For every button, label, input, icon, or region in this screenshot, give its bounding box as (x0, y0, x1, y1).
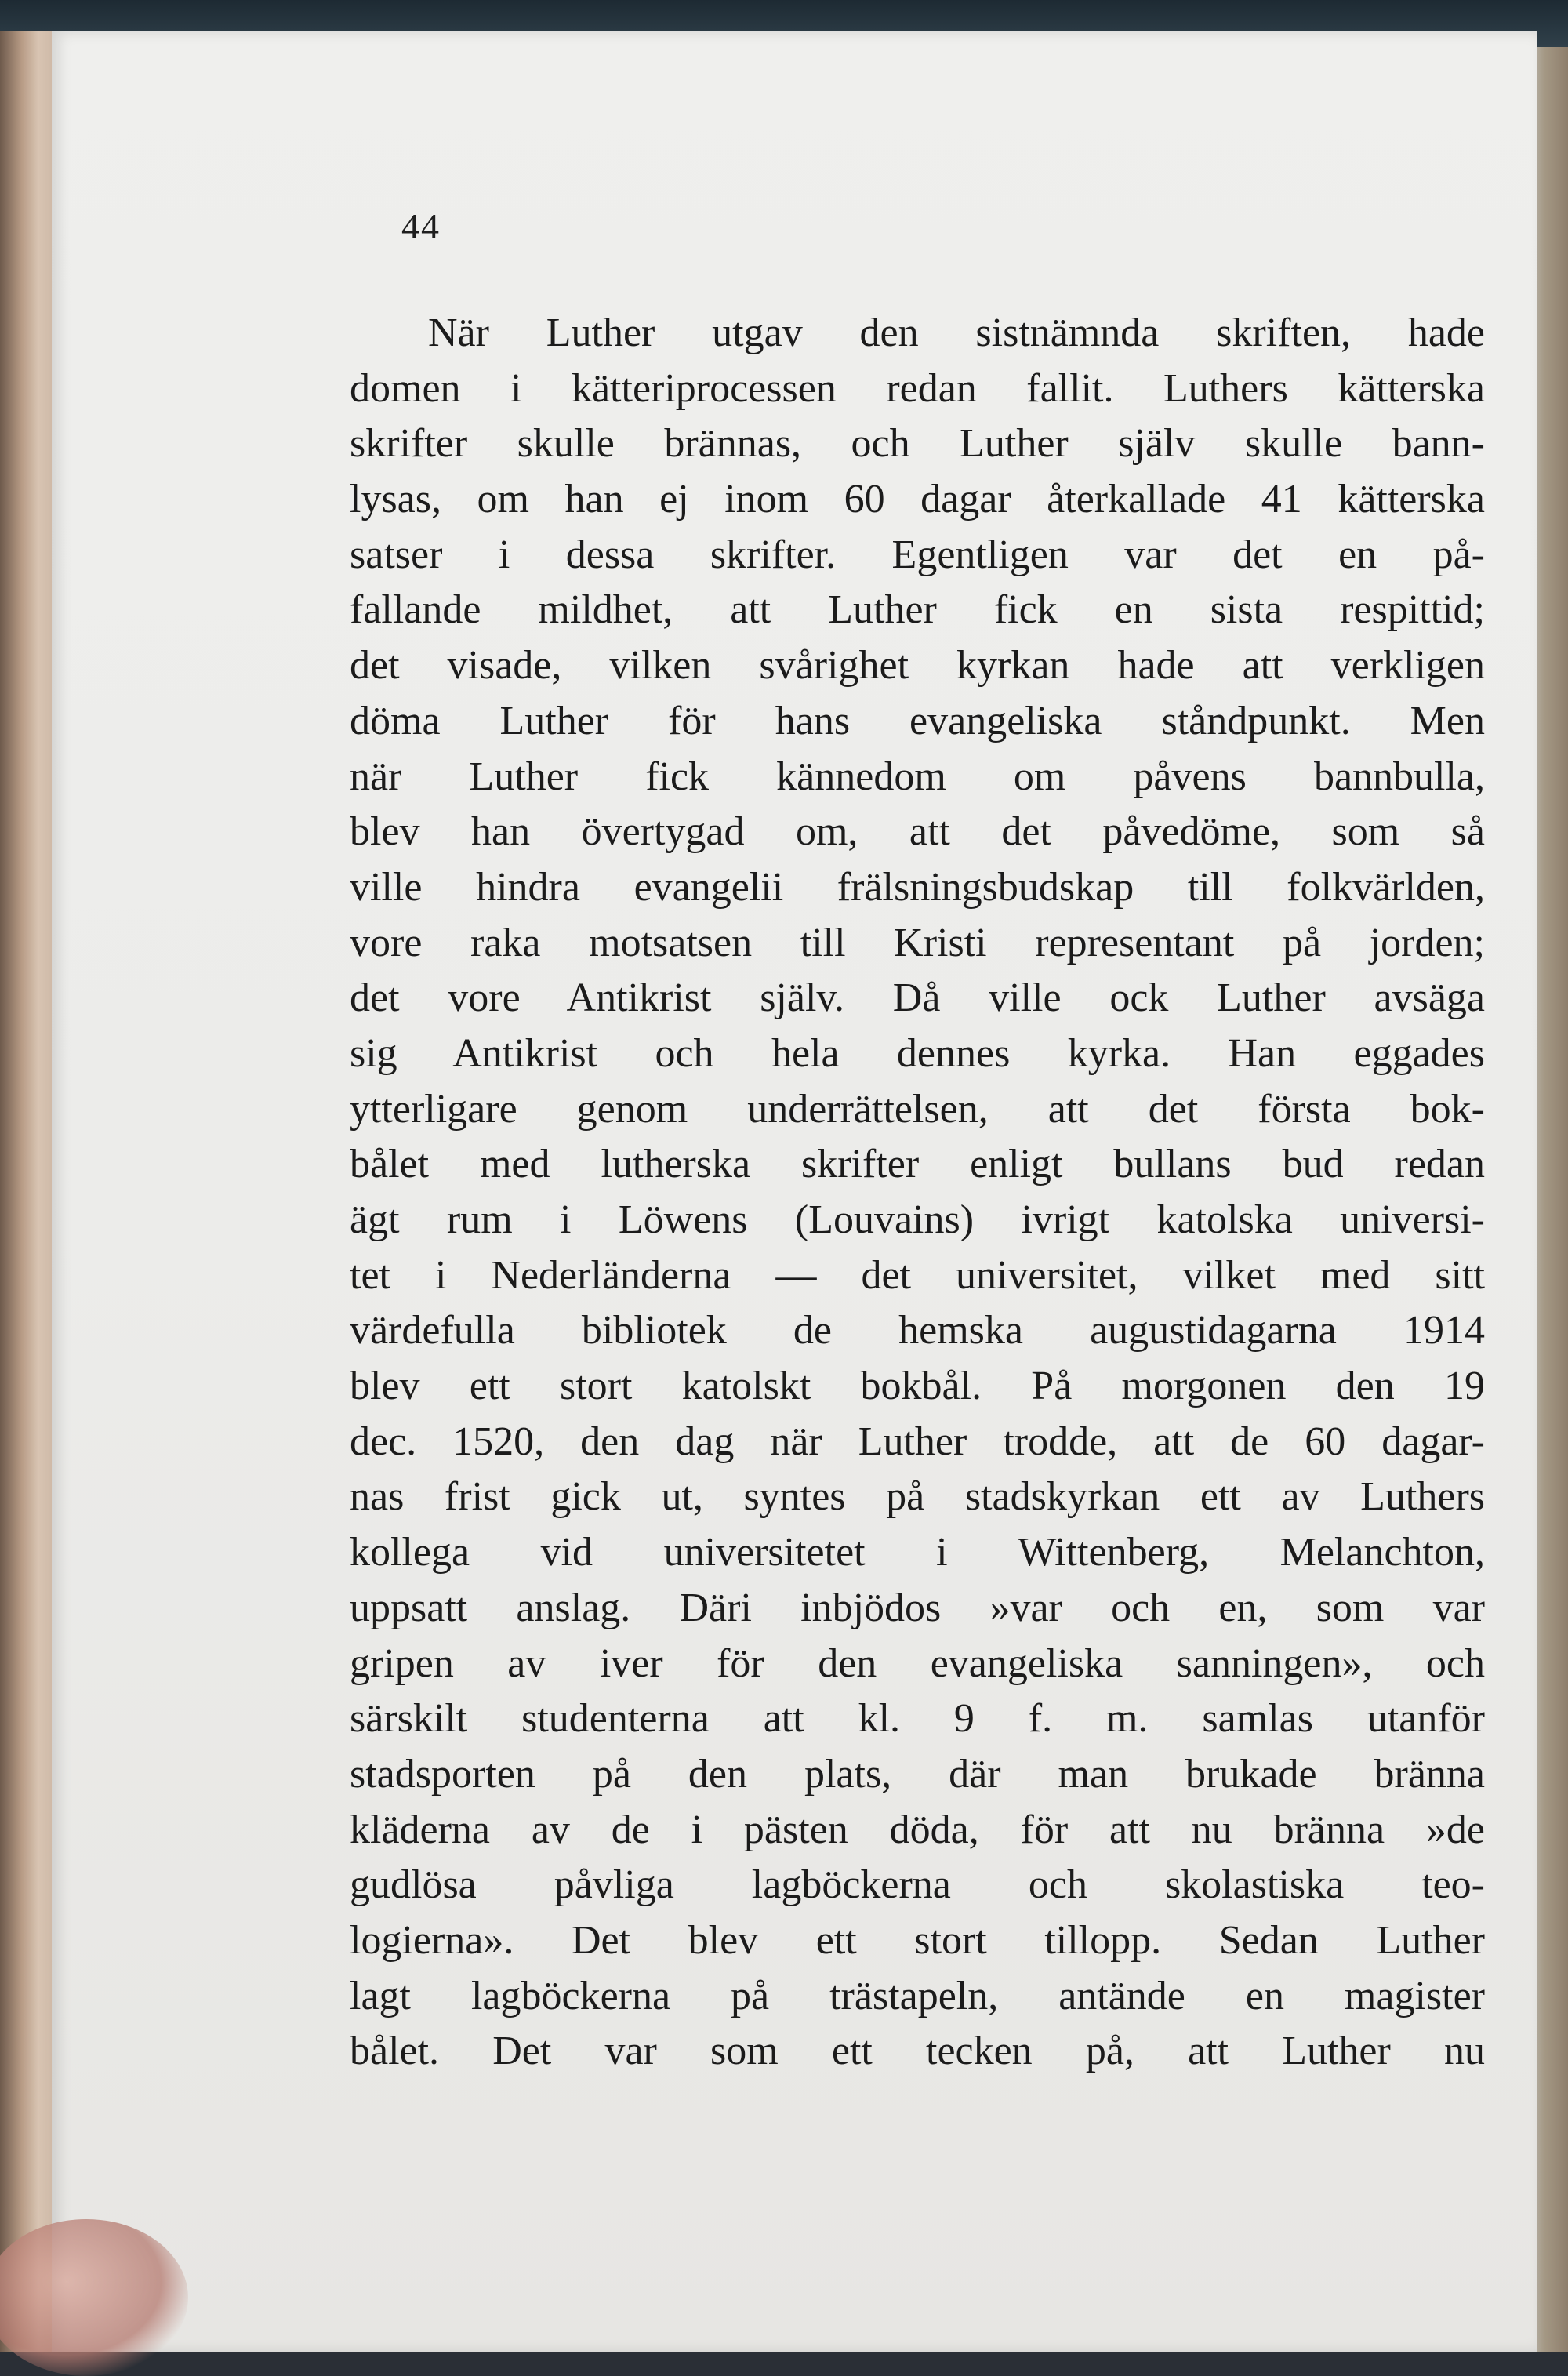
text-line: när Luther fick kännedom om påvens bannbulla, (350, 754, 1485, 799)
text-line: gripen av iver för den evangeliska sanningen», och (350, 1640, 1485, 1686)
book-page (52, 31, 1537, 2352)
text-line: det visade, vilken svårighet kyrkan hade att verkligen (350, 643, 1485, 688)
text-line: ägt rum i Löwens (Louvains) ivrigt katolska universi- (350, 1197, 1485, 1242)
text-line: kläderna av de i pästen döda, för att nu bränna »de (350, 1807, 1485, 1852)
text-line: bålet med lutherska skrifter enligt bullans bud redan (350, 1142, 1485, 1187)
text-line: kollega vid universitetet i Wittenberg, Melanchton, (350, 1530, 1485, 1575)
text-line: lagt lagböckerna på trästapeln, antände en magister (350, 1973, 1485, 2018)
text-line: värdefulla bibliotek de hemska augustidagarna 1914 (350, 1308, 1485, 1353)
text-line: uppsatt anslag. Däri inbjödos »var och en, som var (350, 1585, 1485, 1630)
text-line: ytterligare genom underrättelsen, att det första bok- (350, 1086, 1485, 1132)
text-line: domen i kätteriprocessen redan fallit. Luthers kätterska (350, 365, 1485, 411)
text-line: tet i Nederländerna — det universitet, vilket med sitt (350, 1252, 1485, 1298)
book-page-edges-left (0, 31, 55, 2352)
thumb-in-frame (0, 2219, 188, 2376)
page-number: 44 (401, 206, 441, 246)
text-line: sig Antikrist och hela dennes kyrka. Han eggades (350, 1030, 1485, 1076)
text-line: gudlösa påvliga lagböckerna och skolastiska teo- (350, 1862, 1485, 1908)
text-line: blev ett stort katolskt bokbål. På morgonen den 19 (350, 1364, 1485, 1409)
text-line: stadsporten på den plats, där man brukade bränna (350, 1751, 1485, 1797)
text-line: särskilt studenterna att kl. 9 f. m. samlas utanför (350, 1696, 1485, 1742)
text-line: fallande mildhet, att Luther fick en sista respittid; (350, 587, 1485, 633)
text-line: satser i dessa skrifter. Egentligen var det en på- (350, 532, 1485, 577)
text-line: lysas, om han ej inom 60 dagar återkallade 41 kätterska (350, 477, 1485, 522)
body-text (350, 306, 1485, 2080)
text-line: vore raka motsatsen till Kristi representant på jorden; (350, 920, 1485, 965)
text-line: logierna». Det blev ett stort tillopp. Sedan Luther (350, 1917, 1485, 1963)
text-line: dec. 1520, den dag när Luther trodde, att de 60 dagar- (350, 1419, 1485, 1464)
text-line: När Luther utgav den sistnämnda skriften, hade (428, 311, 1485, 355)
text-line: blev han övertygad om, att det påvedöme, som så (350, 809, 1485, 855)
text-line: bålet. Det var som ett tecken på, att Luther nu (350, 2029, 1485, 2074)
text-line: döma Luther för hans evangeliska ståndpunkt. Men (350, 698, 1485, 743)
text-line: skrifter skulle brännas, och Luther själv skulle bann- (350, 421, 1485, 467)
text-line: nas frist gick ut, syntes på stadskyrkan ett av Luthers (350, 1474, 1485, 1520)
text-line: ville hindra evangelii frälsningsbudskap till folkvärlden, (350, 864, 1485, 910)
text-line: det vore Antikrist själv. Då ville ock Luther avsäga (350, 975, 1485, 1021)
